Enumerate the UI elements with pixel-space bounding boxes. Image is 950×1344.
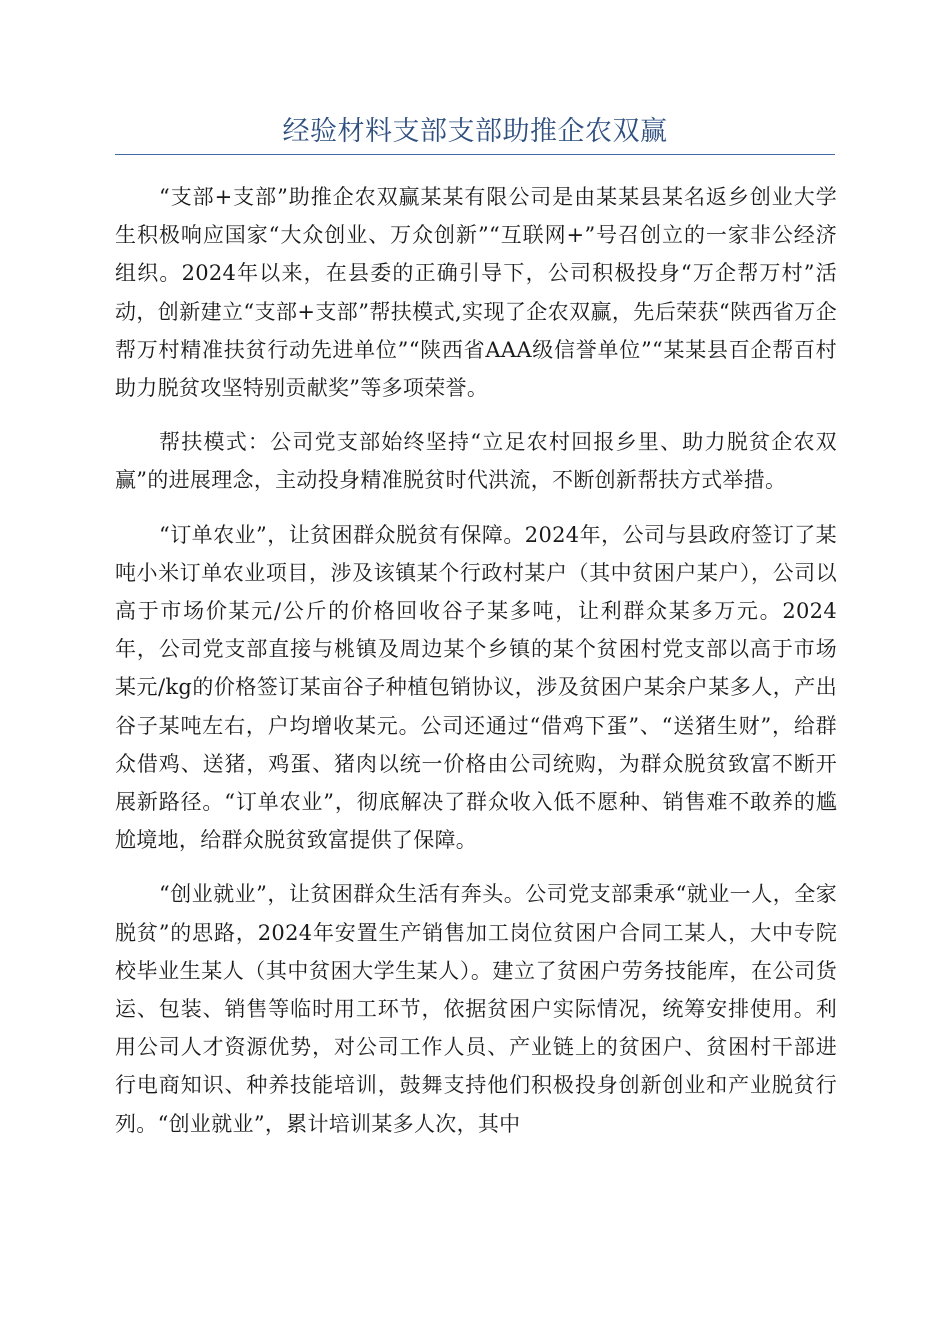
document-body [115, 178, 837, 1159]
paragraph-intro: “支部+支部”助推企农双赢某某有限公司是由某某县某名返乡创业大学生积极响应国家“大众创业、万众创新”“互联网+”号召创立的一家非公经济组织。2024年以来，在县委的正确引导下，公司积极投身“万企帮万村”活动，创新建立“支部+支部”帮扶模式,实现了企农双赢，先后荣获“陕西省万企帮万村精准扶贫行动先进单位”“陕西省AAA级信誉单位”“某某县百企帮百村助力脱贫攻坚特别贡献奖”等多项荣誉。 [115, 185, 837, 401]
title-underline [115, 154, 835, 155]
paragraph-model: 帮扶模式：公司党支部始终坚持“立足农村回报乡里、助力脱贫企农双赢”的进展理念，主动投身精准脱贫时代洪流，不断创新帮扶方式举措。 [115, 430, 837, 493]
paragraph-order-agriculture: “订单农业”，让贫困群众脱贫有保障。2024年，公司与县政府签订了某吨小米订单农业项目，涉及该镇某个行政村某户（其中贫困户某户），公司以高于市场价某元/公斤的价格回收谷子某多吨，让利群众某多万元。2024年，公司党支部直接与桃镇及周边某个乡镇的某个贫困村党支部以高于市场某元/kg的价格签订某亩谷子种植包销协议，涉及贫困户某余户某多人，产出谷子某吨左右，户均增收某元。公司还通过“借鸡下蛋”、“送猪生财”，给群众借鸡、送猪，鸡蛋、猪肉以统一价格由公司统购，为群众脱贫致富不断开展新路径。“订单农业”，彻底解决了群众收入低不愿种、销售难不敢养的尴尬境地，给群众脱贫致富提供了保障。 [115, 522, 837, 853]
document-title: 经验材料支部支部助推企农双赢 [282, 116, 668, 147]
paragraph-employment: “创业就业”，让贫困群众生活有奔头。公司党支部秉承“就业一人，全家脱贫”的思路，2024年安置生产销售加工岗位贫困户合同工某人，大中专院校毕业生某人（其中贫困大学生某人）。建立了贫困户劳务技能库，在公司货运、包装、销售等临时用工环节，依据贫困户实际情况，统筹安排使用。利用公司人才资源优势，对公司工作人员、产业链上的贫困户、贫困村干部进行电商知识、种养技能培训，鼓舞支持他们积极投身创新创业和产业脱贫行列。“创业就业”，累计培训某多人次，其中 [115, 882, 837, 1136]
